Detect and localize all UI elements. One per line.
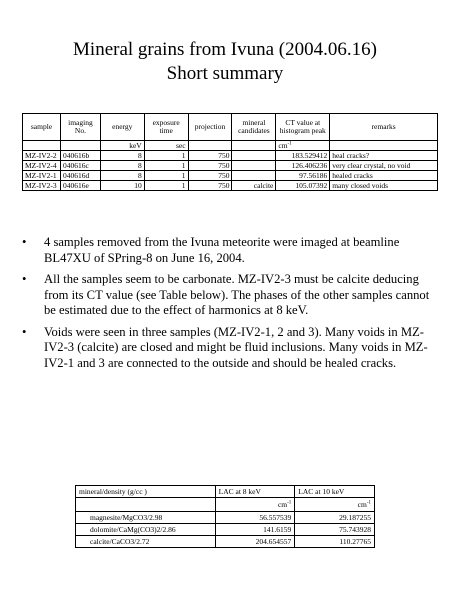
lac-header-mineral: mineral/density (g/cc ) [76, 486, 216, 498]
header-mineral-candidates: mineral candidates [232, 114, 276, 141]
bullet-text: 4 samples removed from the Ivuna meteorite were imaged at beamline BL47XU of SPring-8 on June 16, 2004. [44, 235, 400, 265]
lac-unit-10kev: $cm^{-1}$ [295, 498, 375, 512]
header-imaging-no: imaging No. [60, 114, 100, 141]
lac-header-row [76, 486, 375, 498]
title-line-2: Short summary [166, 63, 284, 84]
header-remarks: remarks [330, 114, 438, 141]
list-item [22, 235, 430, 266]
unit-ct-value: $cm^{-1}$ [276, 141, 330, 151]
list-item [22, 325, 430, 372]
table-row: magnesite/MgCO3/2.98 56.557539 29.187255 [76, 512, 375, 524]
table-row: MZ-IV2-4 040616c 8 1 750 126.406236 very clear crystal, no void [23, 161, 438, 171]
table-row: calcite/CaCO3/2.72 204.654557 110.27765 [76, 536, 375, 548]
lac-unit-8kev: $cm^{-1}$ [215, 498, 295, 512]
table-row: MZ-IV2-3 040616e 10 1 750 calcite 105.07392 many closed voids [23, 181, 438, 191]
title-line-1: Mineral grains from Ivuna (2004.06.16) [73, 39, 377, 60]
unit-exposure: sec [144, 141, 188, 151]
table-header-row [23, 114, 438, 141]
bullet-icon: • [22, 324, 27, 339]
table-row: MZ-IV2-2 040616b 8 1 750 183.529412 heal cracks? [23, 151, 438, 161]
lac-table [75, 485, 375, 548]
sample-table [22, 113, 438, 191]
header-energy: energy [100, 114, 144, 141]
unit-energy: keV [100, 141, 144, 151]
bullet-text: Voids were seen in three samples (MZ-IV2-1, 2 and 3). Many voids in MZ-IV2-3 (calcite) are closed and might be fluid inclusions. Many voids in MZ-IV2-1 and 3 are connected to the outside and should be healed cracks. [44, 324, 428, 370]
lac-header-10kev: LAC at 10 keV [295, 486, 375, 498]
lac-header-8kev: LAC at 8 keV [215, 486, 295, 498]
bullet-text: All the samples seem to be carbonate. MZ-IV2-3 must be calcite deducing from its CT value (see Table below). The phases of the other samples cannot be estimated due to the effect of harmonics at 8 keV. [44, 272, 430, 317]
header-projection: projection [188, 114, 232, 141]
lac-units-row [76, 498, 375, 512]
table-row: dolomite/CaMg(CO3)2/2.86 141.6159 75.743928 [76, 524, 375, 536]
page-title [0, 38, 450, 86]
header-exposure-time: exposure time [144, 114, 188, 141]
bullet-icon: • [22, 272, 27, 286]
table-row: MZ-IV2-1 040616d 8 1 750 97.56186 healed cracks [23, 171, 438, 181]
bullet-icon: • [22, 235, 27, 249]
header-ct-value: CT value at histogram peak [276, 114, 330, 141]
table-units-row [23, 141, 438, 151]
summary-bullets [22, 235, 430, 377]
list-item [22, 272, 430, 319]
header-sample: sample [23, 114, 61, 141]
